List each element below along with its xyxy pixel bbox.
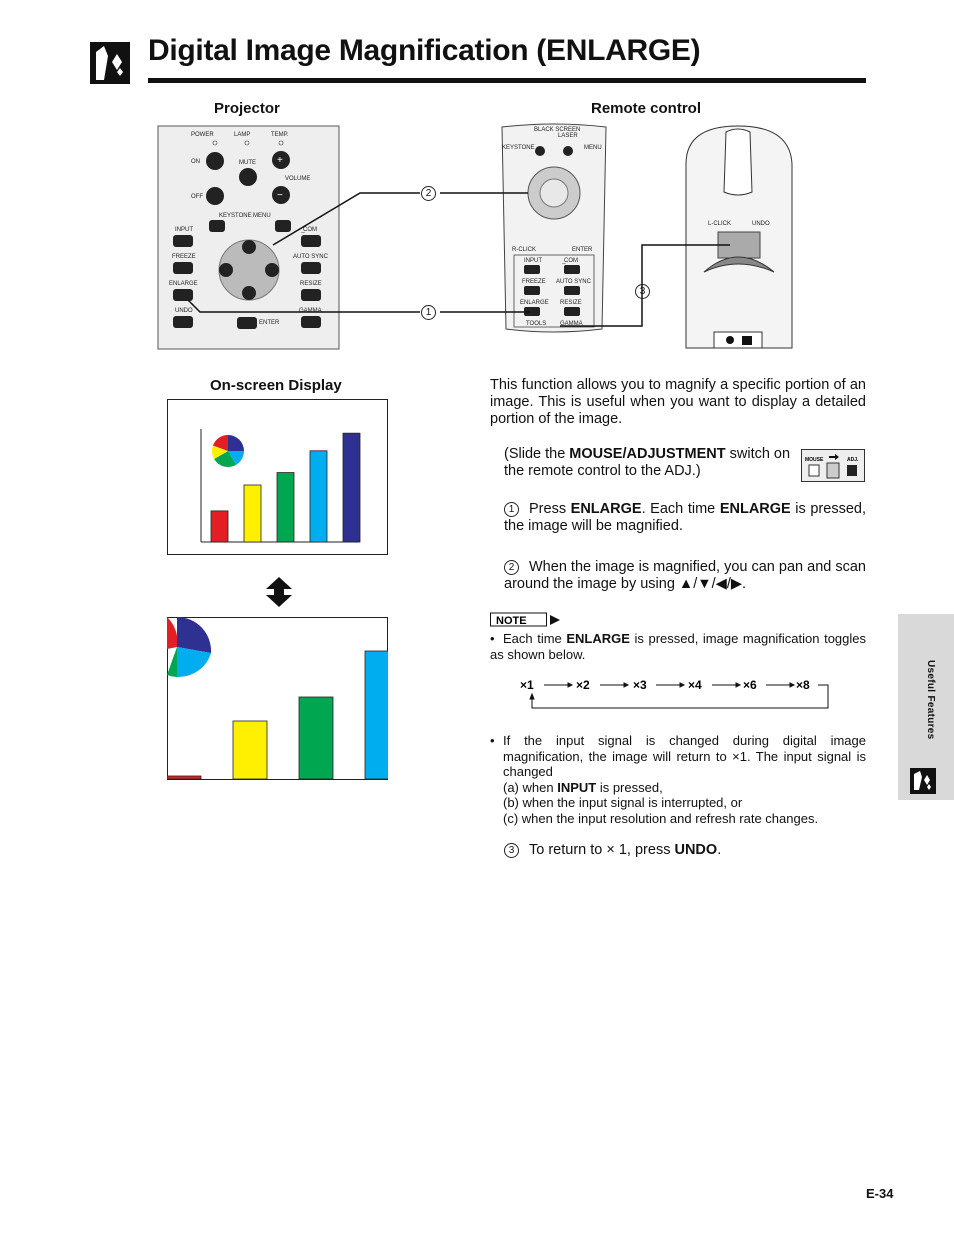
switch-adj-label: ADJ. bbox=[847, 457, 859, 463]
seq-x8: ×8 bbox=[796, 678, 810, 692]
volume-label: VOLUME bbox=[285, 176, 311, 182]
mute-label: MUTE bbox=[239, 160, 256, 166]
remote-resize-label: RESIZE bbox=[560, 300, 582, 306]
remote-auto-sync-label: AUTO SYNC bbox=[556, 279, 591, 285]
remote-input-label: INPUT bbox=[524, 258, 542, 264]
bar-5 bbox=[343, 433, 360, 542]
remote-rgbcom-label: ̲COM bbox=[564, 258, 578, 264]
lamp-label: LAMP bbox=[234, 132, 251, 138]
osd-normal-chart bbox=[167, 399, 388, 555]
on-label: ON bbox=[191, 159, 200, 165]
r-click-label: R-CLICK bbox=[512, 247, 537, 253]
svg-text:−: − bbox=[277, 190, 283, 201]
seq-x2: ×2 bbox=[576, 678, 590, 692]
bar-1 bbox=[211, 511, 228, 542]
remote-enter-label: ENTER bbox=[572, 247, 593, 253]
remote-caption: Remote control bbox=[591, 100, 702, 117]
note-bullet-1: • Each time ENLARGE is pressed, image magnification toggles as shown below. bbox=[490, 631, 866, 662]
freeze-label: FREEZE bbox=[172, 254, 196, 260]
seq-x1: ×1 bbox=[520, 678, 534, 692]
remote-keystone-label: KEYSTONE bbox=[502, 145, 535, 151]
callout-2: 2 bbox=[421, 184, 446, 202]
seq-x6: ×6 bbox=[743, 678, 757, 692]
toggle-arrow-icon bbox=[264, 577, 294, 612]
projector-caption: Projector bbox=[214, 100, 280, 117]
remote-tools-label: TOOLS bbox=[526, 321, 547, 327]
intro-paragraph: This function allows you to magnify a specific portion of an image. This is useful when you want to display a detailed portion of the image. bbox=[490, 377, 866, 427]
bar-2 bbox=[233, 721, 267, 779]
bar-2 bbox=[244, 485, 261, 542]
remote-freeze-label: FREEZE bbox=[522, 279, 546, 285]
side-tab-label: Useful Features bbox=[925, 660, 936, 740]
step-3: 3 To return to × 1, press UNDO. bbox=[504, 842, 866, 859]
callout-3: 3 bbox=[635, 282, 660, 300]
undo-label: UNDO bbox=[175, 308, 193, 314]
note-label: NOTE bbox=[496, 615, 527, 627]
callout-1: 1 bbox=[421, 303, 446, 321]
seq-x4: ×4 bbox=[688, 678, 702, 692]
osd-caption: On-screen Display bbox=[210, 377, 342, 394]
remote-menu-label: MENU bbox=[584, 145, 602, 151]
remote-gamma-label: GAMMA bbox=[560, 321, 583, 327]
black-screen-label: BLACK SCREEN bbox=[534, 127, 581, 133]
remote-enlarge-label: ENLARGE bbox=[520, 300, 549, 306]
resize-label: RESIZE bbox=[300, 281, 322, 287]
page-number: E-34 bbox=[866, 1186, 894, 1201]
side-tab-icon bbox=[910, 768, 936, 799]
mouse-adj-switch[interactable] bbox=[801, 449, 865, 482]
rgbcom-label: ̲COM bbox=[303, 227, 317, 233]
note-bullet-2: • If the input signal is changed during digital image magnification, the image will return to ×1. The input signal is changed (a) when INPUT is pressed, (b) when the input signal is interrupted, or (c) when the input resolution and refresh rate changes. bbox=[490, 733, 866, 826]
keystone-label: KEYSTONE bbox=[219, 213, 252, 219]
svg-text:+: + bbox=[277, 155, 283, 166]
bar-1 bbox=[167, 776, 201, 779]
enter-label: ENTER bbox=[259, 320, 280, 326]
bar-3 bbox=[277, 473, 294, 542]
off-label: OFF bbox=[191, 194, 203, 200]
slide-instruction: (Slide the MOUSE/ADJUSTMENT switch on the remote control to the ADJ.) bbox=[504, 446, 791, 479]
step-1: 1 Press ENLARGE. Each time ENLARGE is pressed, the image will be magnified. bbox=[504, 501, 866, 534]
callout-lines bbox=[0, 0, 954, 400]
osd-normal-pie bbox=[212, 435, 244, 467]
bar-3 bbox=[299, 697, 333, 779]
note-badge bbox=[490, 612, 562, 633]
osd-magnified-chart bbox=[167, 617, 388, 780]
l-click-label: L-CLICK bbox=[708, 221, 732, 227]
switch-mouse-label: MOUSE bbox=[805, 457, 824, 463]
bar-4 bbox=[365, 651, 388, 779]
bar-4 bbox=[310, 451, 327, 542]
menu-label: MENU bbox=[253, 213, 271, 219]
back-undo-label: UNDO bbox=[752, 221, 770, 227]
enlarge-label: ENLARGE bbox=[169, 281, 198, 287]
input-label: INPUT bbox=[175, 227, 193, 233]
magnification-sequence bbox=[520, 676, 840, 712]
page-title: Digital Image Magnification (ENLARGE) bbox=[148, 34, 701, 67]
gamma-label: GAMMA bbox=[299, 308, 322, 314]
auto-sync-label: AUTO SYNC bbox=[293, 254, 328, 260]
power-label: POWER bbox=[191, 132, 214, 138]
laser-label: LASER bbox=[558, 133, 578, 139]
temp-label: TEMP. bbox=[271, 132, 289, 138]
step-2: 2 When the image is magnified, you can pan and scan around the image by using ▲/▼/◀/▶. bbox=[504, 559, 866, 592]
seq-x3: ×3 bbox=[633, 678, 647, 692]
